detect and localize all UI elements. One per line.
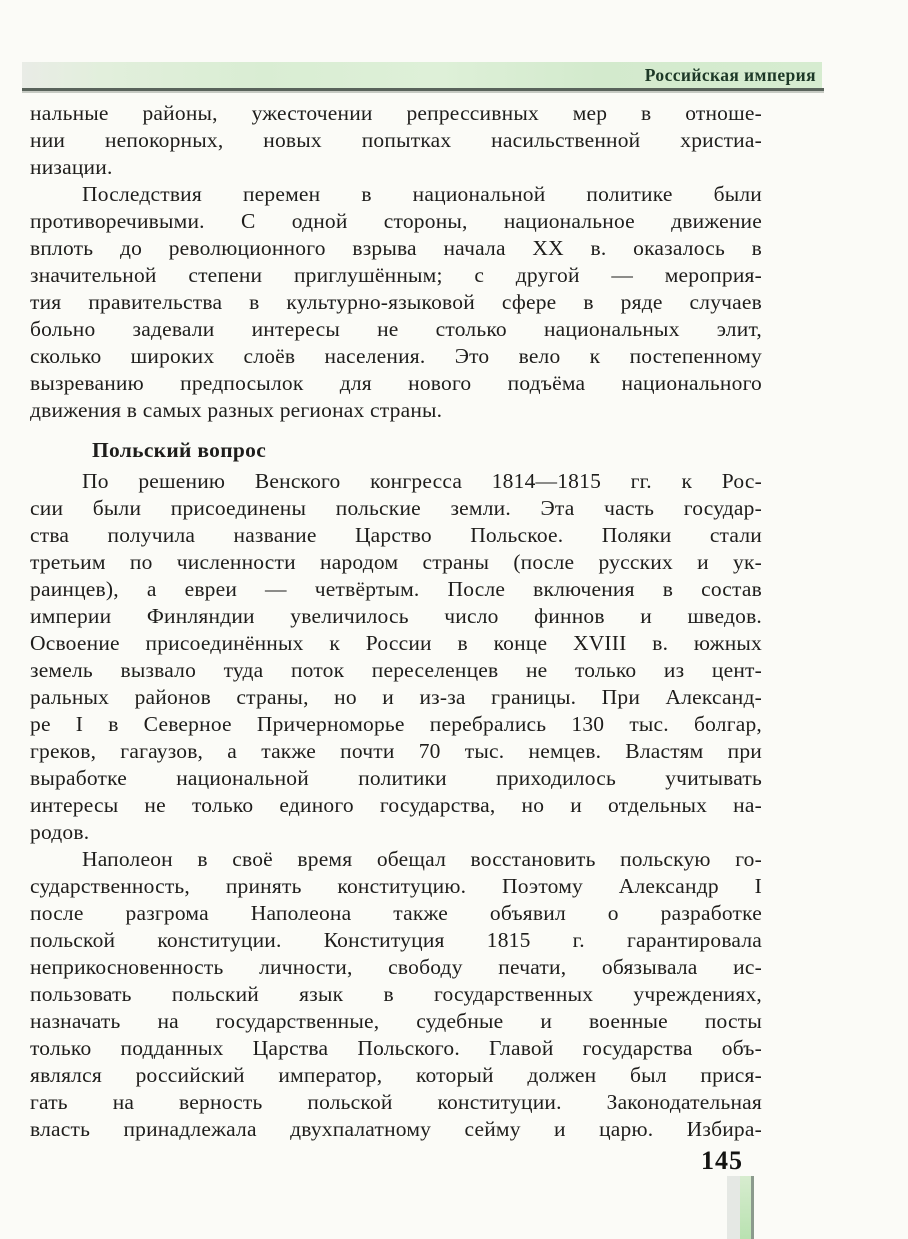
text-line: третьим по численности народом страны (после русских и ук- (30, 550, 762, 574)
footer-bar-green-strip (740, 1176, 751, 1239)
text-line: ре I в Северное Причерноморье перебрались 130 тыс. болгар, (30, 712, 762, 736)
text-line: Последствия перемен в национальной политике были (82, 182, 762, 206)
text-line: интересы не только единого государства, но и отдельных на- (30, 793, 762, 817)
page-number: 145 (701, 1146, 743, 1175)
text-line: движения в самых разных регионах страны. (30, 398, 443, 422)
paragraph (30, 846, 762, 1143)
text-line: низации. (30, 155, 113, 179)
text-line: земель вызвало туда поток переселенцев не только из цент- (30, 658, 762, 682)
text-line: раинцев), а евреи — четвёртым. После включения в состав (30, 577, 762, 601)
paragraph (30, 468, 762, 846)
text-line: тия правительства в культурно-языковой сфере в ряде случаев (30, 290, 762, 314)
text-line: ральных районов страны, но и из-за границы. При Александ- (30, 685, 762, 709)
text-line: сии были присоединены польские земли. Эта часть государ- (30, 496, 762, 520)
text-line: польской конституции. Конституция 1815 г. гарантировала (30, 928, 762, 952)
text-line: только подданных Царства Польского. Главой государства объ- (30, 1036, 762, 1060)
text-line: По решению Венского конгресса 1814—1815 гг. к Рос- (82, 469, 762, 493)
text-line: назначать на государственные, судебные и военные посты (30, 1009, 762, 1033)
text-line: Освоение присоединённых к России в конце XVIII в. южных (30, 631, 762, 655)
text-line: греков, гагаузов, а также почти 70 тыс. немцев. Властям при (30, 739, 762, 763)
section-heading: Польский вопрос (92, 438, 267, 462)
text-line: сколько широких слоёв населения. Это вело к постепенному (30, 344, 762, 368)
text-line: вызреванию предпосылок для нового подъёма национального (30, 371, 762, 395)
footer-bar-edge-line (751, 1176, 754, 1239)
text-line: ства получила название Царство Польское. Поляки стали (30, 523, 762, 547)
header-rule (22, 88, 824, 93)
text-line: пользовать польский язык в государственных учреждениях, (30, 982, 762, 1006)
text-line: власть принадлежала двухпалатному сейму и царю. Избира- (30, 1117, 762, 1141)
text-line: империи Финляндии увеличилось число финнов и шведов. (30, 604, 762, 628)
text-line: являлся российский император, который должен был прися- (30, 1063, 762, 1087)
text-line: вплоть до революционного взрыва начала XX в. оказалось в (30, 236, 762, 260)
text-line: выработке национальной политики приходилось учитывать (30, 766, 762, 790)
paragraph (30, 181, 762, 424)
footer-bar-gray-strip (727, 1176, 740, 1239)
text-line: неприкосновенность личности, свободу печати, обязывала ис- (30, 955, 762, 979)
text-line: после разгрома Наполеона также объявил о разработке (30, 901, 762, 925)
text-line: Наполеон в своё время обещал восстановить польскую го- (82, 847, 762, 871)
text-line: больно задевали интересы не столько национальных элит, (30, 317, 762, 341)
footer-accent-bar (727, 1176, 754, 1239)
text-line: гать на верность польской конституции. Законодательная (30, 1090, 762, 1114)
text-line: значительной степени приглушённым; с другой — мероприя- (30, 263, 762, 287)
paragraph (30, 100, 762, 181)
chapter-header-band (22, 62, 822, 88)
text-line: сударственность, принять конституцию. Поэтому Александр I (30, 874, 762, 898)
chapter-header-title: Российская империя (644, 65, 816, 85)
text-line: родов. (30, 820, 90, 844)
text-line: нии непокорных, новых попытках насильственной христиа- (30, 128, 762, 152)
text-column (30, 100, 762, 1143)
text-line: противоречивыми. С одной стороны, национальное движение (30, 209, 762, 233)
text-line: нальные районы, ужесточении репрессивных мер в отноше- (30, 101, 762, 125)
